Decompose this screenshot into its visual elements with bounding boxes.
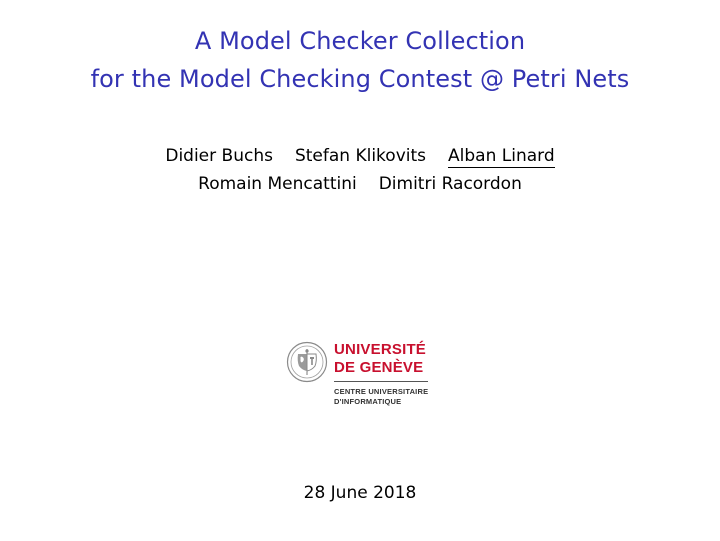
logo-line-2: DE GENÈVE <box>334 359 424 376</box>
logo-subtitle <box>334 387 428 407</box>
logo-divider <box>334 381 428 382</box>
author-row-2 <box>0 170 720 198</box>
author-row-1 <box>0 142 720 170</box>
logo-line-1: UNIVERSITÉ <box>334 341 427 358</box>
author-list <box>0 142 720 198</box>
university-seal-icon <box>286 341 328 383</box>
title-line-2: for the Model Checking Contest @ Petri Nets <box>90 65 630 93</box>
author-dimitri-racordon: Dimitri Racordon <box>378 174 522 194</box>
author-alban-linard-presenter: Alban Linard <box>448 146 555 166</box>
author-stefan-klikovits: Stefan Klikovits <box>294 146 427 166</box>
author-romain-mencattini: Romain Mencattini <box>198 174 357 194</box>
presentation-date: 28 June 2018 <box>303 483 417 503</box>
author-didier-buchs: Didier Buchs <box>165 146 273 166</box>
title-line-1: A Model Checker Collection <box>194 27 526 55</box>
university-logo <box>286 337 436 417</box>
logo-sub-line-2: D'INFORMATIQUE <box>334 397 402 406</box>
logo-sub-line-1: CENTRE UNIVERSITAIRE <box>334 387 429 396</box>
slide-title <box>0 22 720 98</box>
logo-wordmark <box>334 341 426 377</box>
